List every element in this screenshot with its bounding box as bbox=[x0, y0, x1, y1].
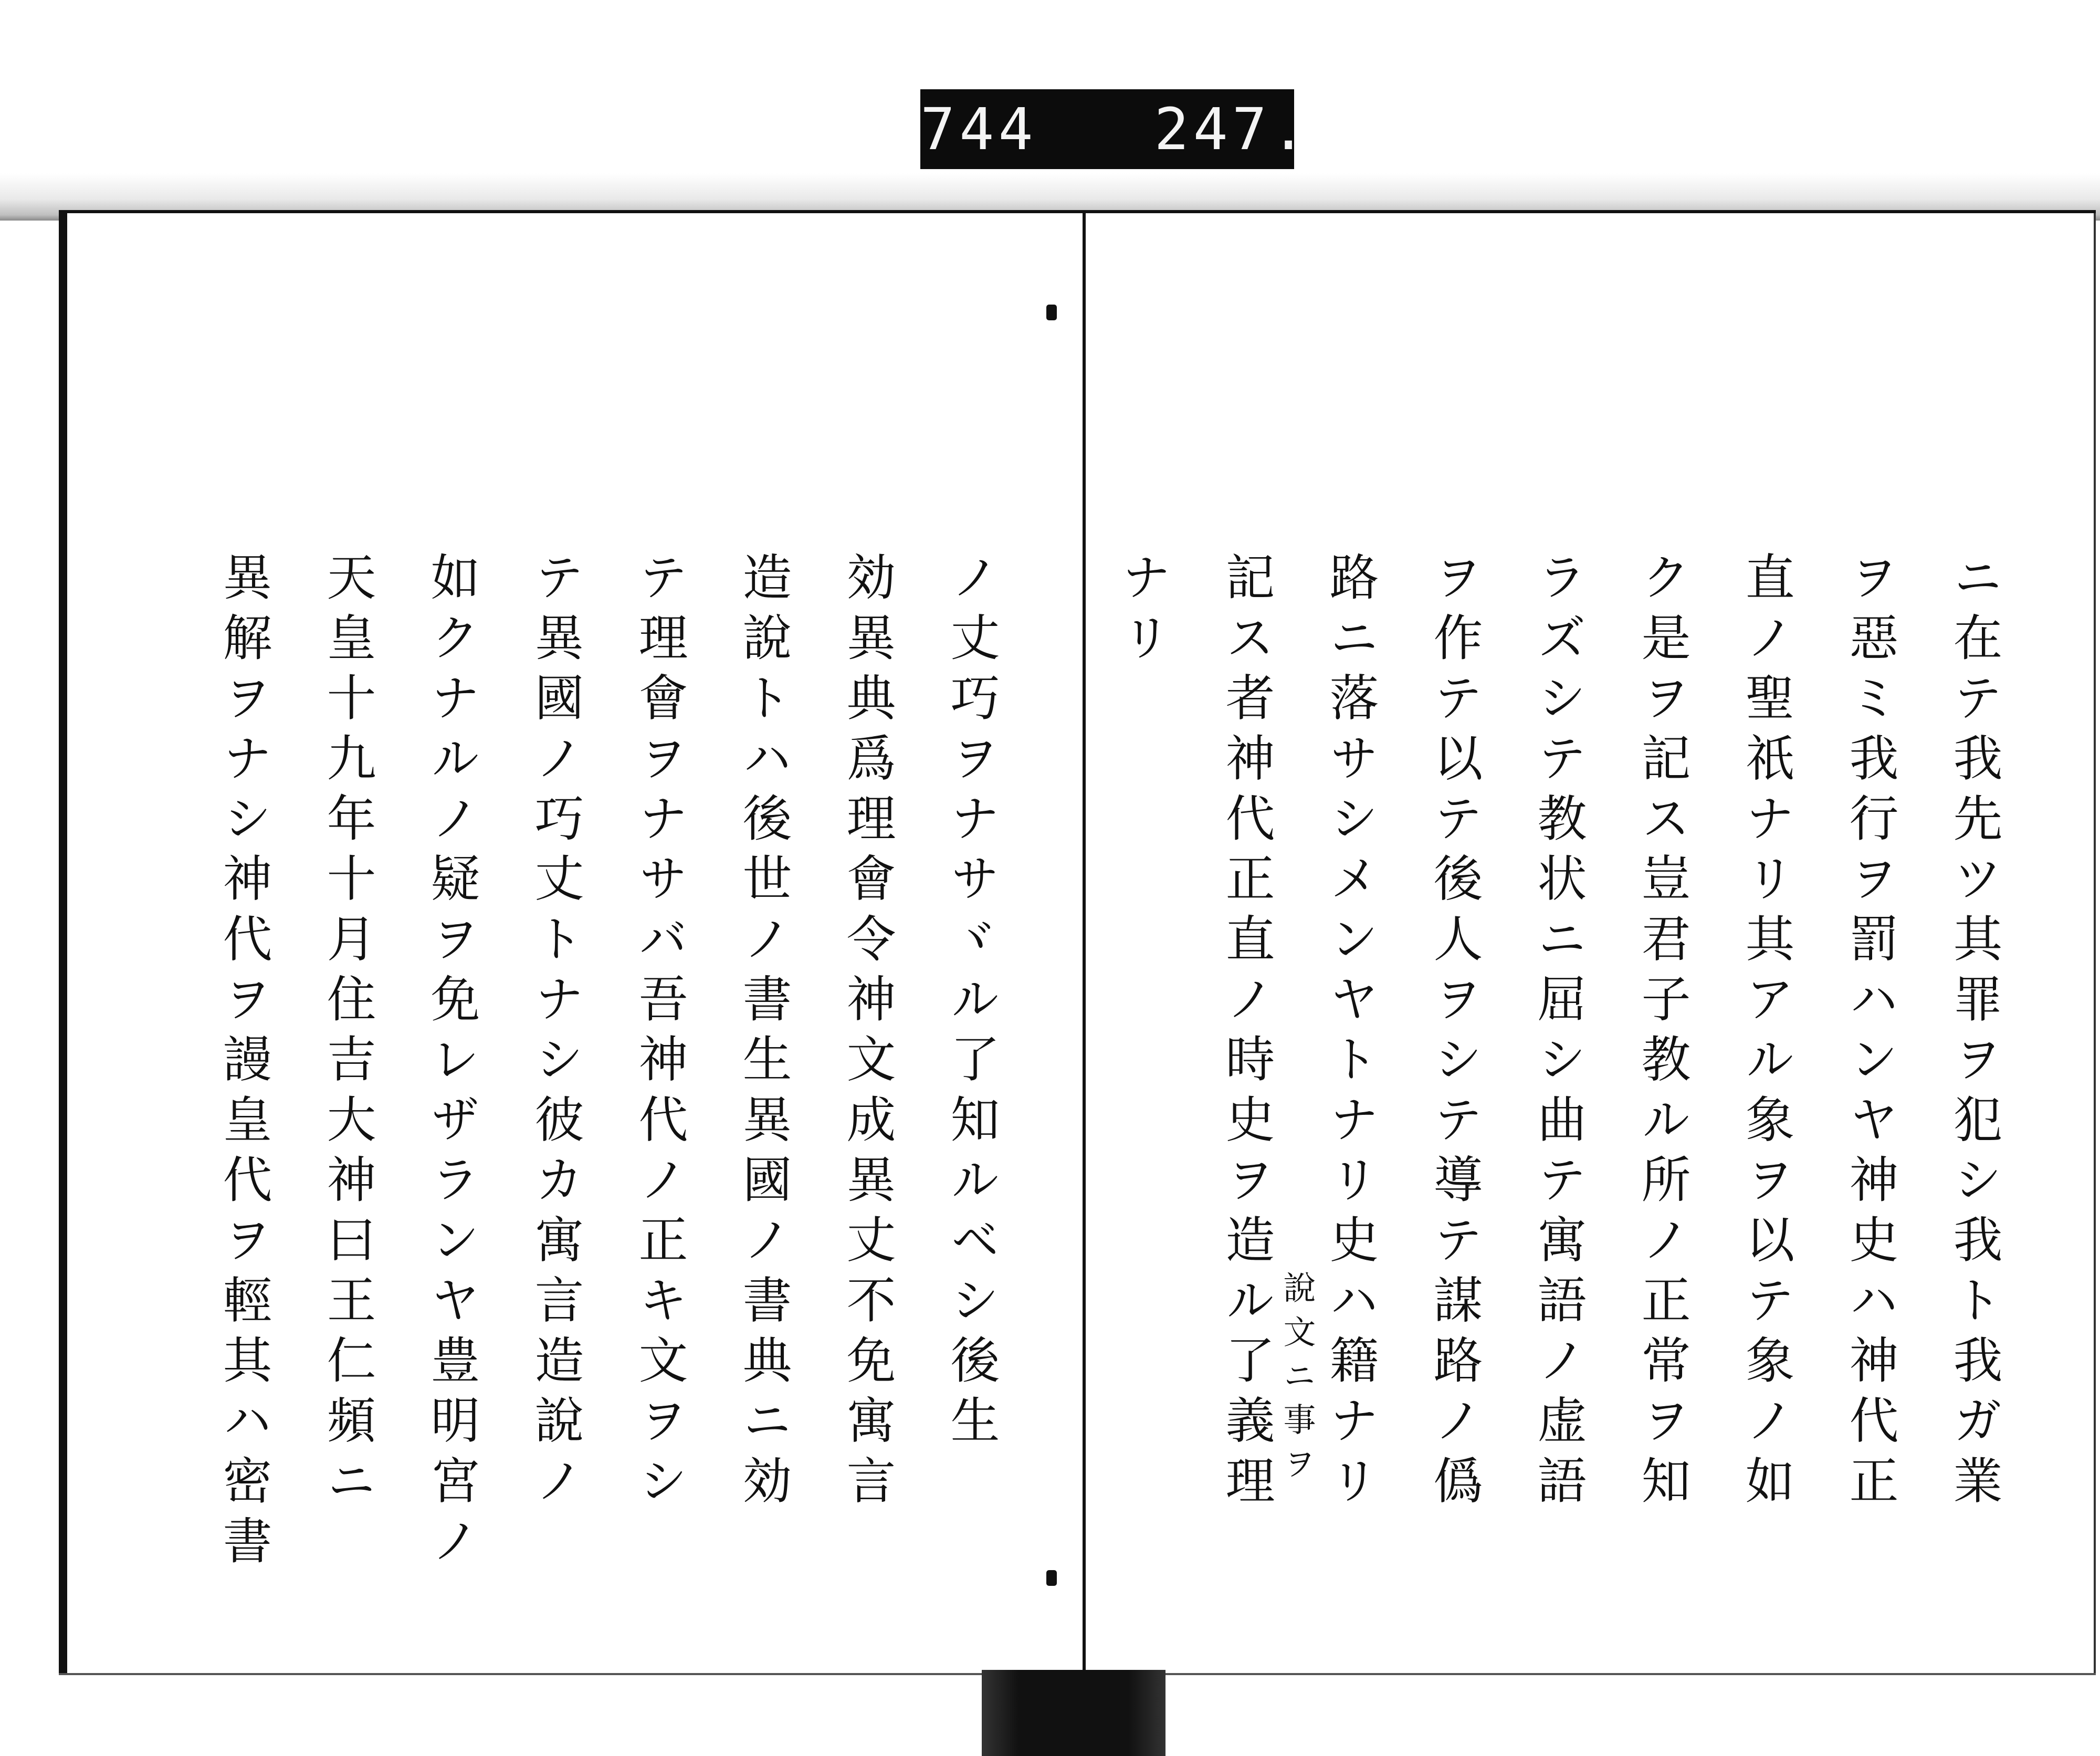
text-column: 造說トハ後世ノ書生異國ノ書典ニ効 bbox=[734, 551, 791, 1515]
text-column: 天皇十九年十月住吉大神曰王仁頻ニ bbox=[318, 551, 375, 1515]
text-column: テ異國ノ巧丈トナシ彼カ寓言造說ノ bbox=[526, 551, 583, 1515]
text-column: ラズシテ教状ニ屈シ曲テ寓語ノ虚語 bbox=[1529, 551, 1586, 1515]
text-column: ク是ヲ記ス豈君子教ル所ノ正常ヲ知 bbox=[1633, 551, 1690, 1515]
text-column: 路ニ落サシメンヤトナリ史ハ籍ナリ bbox=[1321, 551, 1378, 1515]
text-column: 如クナルノ疑ヲ免レザランヤ豊明宮ノ bbox=[422, 551, 479, 1575]
text-column: ノ丈巧ヲナサヾル了知ルベシ後生 bbox=[942, 551, 999, 1455]
text-column: 効異典爲理會令神文成異丈不免寓言 bbox=[838, 551, 895, 1515]
left-page-text bbox=[173, 551, 1013, 1654]
text-column: 直ノ聖祇ナリ其アル象ヲ以テ象ノ如 bbox=[1737, 551, 1794, 1515]
microfilm-frame-label: 744 247. bbox=[920, 89, 1294, 169]
text-column: ナリ bbox=[1113, 551, 1170, 672]
text-column: 記ス者神代正直ノ時史ヲ造ル了義理 bbox=[1217, 551, 1274, 1515]
binding-thread-mark bbox=[1046, 1570, 1057, 1586]
binding-thread-mark bbox=[1046, 305, 1057, 320]
interlinear-note: 說文ニ事ヲ bbox=[1278, 1271, 1316, 1491]
text-column: ニ在テ我先ツ其罪ヲ犯シ我ト我ガ業 bbox=[1945, 551, 2002, 1515]
text-column: ヲ惡ミ我行ヲ罰ハンヤ神史ハ神代正 bbox=[1841, 551, 1898, 1515]
text-column: ヲ作テ以テ後人ヲシテ導テ謀路ノ僞 bbox=[1425, 551, 1482, 1515]
bottom-clip bbox=[982, 1670, 1166, 1756]
text-column: テ理會ヲナサバ吾神代ノ正キ文ヲシ bbox=[630, 551, 687, 1515]
text-column: 異解ヲナシ神代ヲ謾皇代ヲ輕其ハ密書 bbox=[214, 551, 271, 1575]
